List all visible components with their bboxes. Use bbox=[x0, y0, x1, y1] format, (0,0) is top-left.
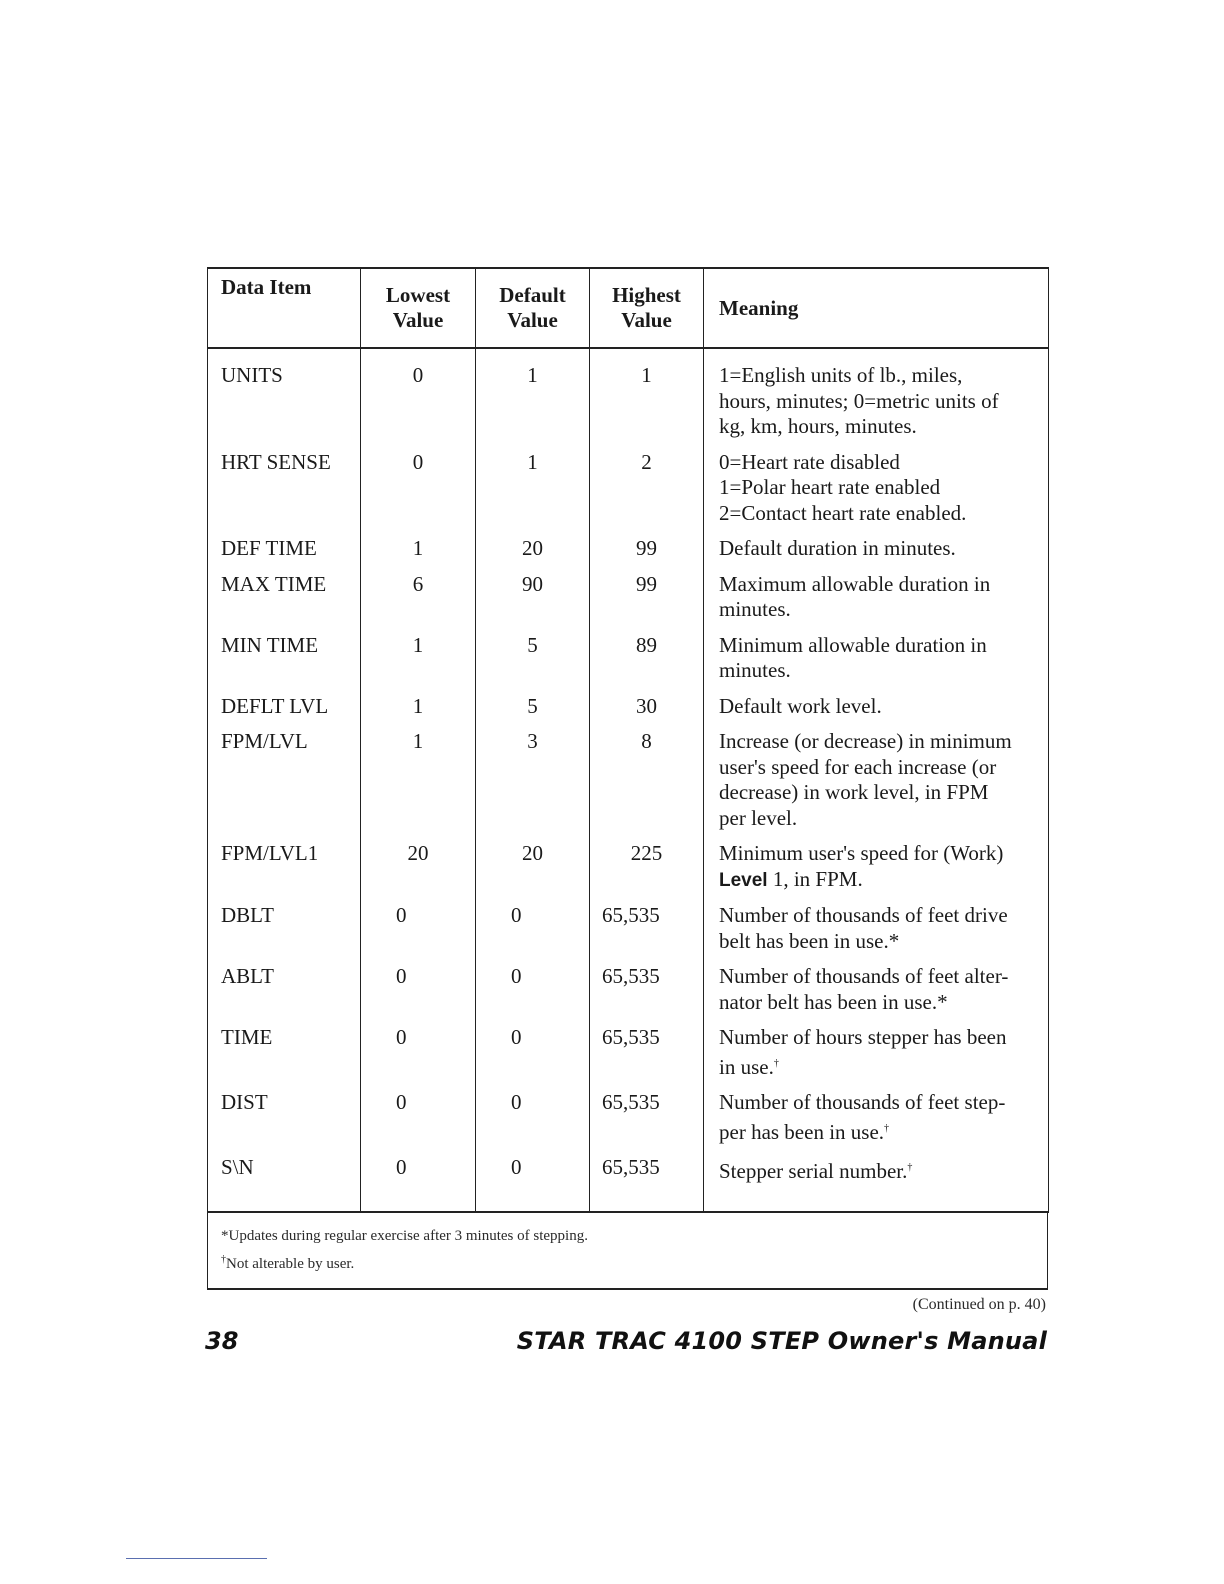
cell-lowest-value: 1 bbox=[361, 536, 476, 572]
table-row bbox=[208, 964, 1049, 1025]
page-number: 38 bbox=[205, 1327, 239, 1355]
cell-data-item: DEFLT LVL bbox=[208, 694, 361, 730]
cell-lowest-value: 6 bbox=[361, 572, 476, 633]
cell-highest-value: 65,535 bbox=[590, 1025, 704, 1090]
meaning-line: minutes. bbox=[719, 597, 791, 621]
cell-lowest-value: 0 bbox=[361, 1090, 476, 1155]
cell-meaning bbox=[704, 536, 1049, 572]
cell-lowest-value: 20 bbox=[361, 841, 476, 903]
cell-default-value: 20 bbox=[476, 841, 590, 903]
data-items-table bbox=[207, 267, 1049, 1213]
footnotes bbox=[207, 1213, 1048, 1290]
meaning-line: user's speed for each increase (or bbox=[719, 754, 997, 779]
cell-meaning bbox=[704, 1090, 1049, 1155]
cell-highest-value: 65,535 bbox=[590, 1155, 704, 1212]
cell-highest-value: 99 bbox=[590, 572, 704, 633]
cell-meaning bbox=[704, 841, 1049, 903]
cell-highest-value: 89 bbox=[590, 633, 704, 694]
meaning-line: in use. bbox=[719, 1054, 774, 1079]
header-highest-line1: Highest bbox=[612, 283, 681, 307]
header-lowest-line2: Value bbox=[392, 308, 444, 332]
table-row bbox=[208, 694, 1049, 730]
header-highest-value bbox=[590, 268, 704, 348]
header-meaning: Meaning bbox=[704, 268, 1049, 348]
cell-lowest-value: 1 bbox=[361, 694, 476, 730]
cell-data-item: MIN TIME bbox=[208, 633, 361, 694]
cell-default-value: 0 bbox=[476, 903, 590, 964]
cell-lowest-value: 1 bbox=[361, 633, 476, 694]
bottom-rule bbox=[126, 1558, 267, 1559]
cell-default-value: 5 bbox=[476, 694, 590, 730]
table-row bbox=[208, 633, 1049, 694]
cell-highest-value: 65,535 bbox=[590, 964, 704, 1025]
cell-meaning bbox=[704, 729, 1049, 841]
meaning-bold-level: Level bbox=[719, 869, 768, 891]
cell-highest-value: 1 bbox=[590, 348, 704, 450]
header-lowest-line1: Lowest bbox=[385, 283, 451, 307]
meaning-line: per level. bbox=[719, 805, 798, 830]
dagger-mark: † bbox=[884, 1122, 890, 1134]
table-row bbox=[208, 1025, 1049, 1090]
header-default-line2: Value bbox=[507, 308, 558, 332]
cell-data-item: MAX TIME bbox=[208, 572, 361, 633]
meaning-line: hours, minutes; 0=metric units of bbox=[719, 388, 999, 413]
footnote-dagger bbox=[221, 1248, 1032, 1276]
cell-data-item: ABLT bbox=[208, 964, 361, 1025]
meaning-line: Default work level. bbox=[719, 693, 882, 718]
cell-default-value: 0 bbox=[476, 964, 590, 1025]
meaning-line: 1=Polar heart rate enabled bbox=[719, 475, 941, 499]
meaning-line: per has been in use. bbox=[719, 1119, 885, 1144]
footnote-asterisk: *Updates during regular exercise after 3 minutes of stepping. bbox=[221, 1227, 588, 1244]
cell-default-value: 0 bbox=[476, 1090, 590, 1155]
cell-data-item: DEF TIME bbox=[208, 536, 361, 572]
header-default-value bbox=[476, 268, 590, 348]
table-row bbox=[208, 348, 1049, 450]
meaning-tail: 1, in FPM. bbox=[767, 866, 863, 891]
cell-lowest-value: 1 bbox=[361, 729, 476, 841]
cell-meaning bbox=[704, 572, 1049, 633]
header-highest-line2: Value bbox=[621, 308, 672, 332]
cell-lowest-value: 0 bbox=[361, 1155, 476, 1212]
cell-lowest-value: 0 bbox=[361, 450, 476, 537]
cell-lowest-value: 0 bbox=[361, 964, 476, 1025]
meaning-line: Minimum allowable duration in bbox=[719, 632, 987, 657]
cell-data-item: S\N bbox=[208, 1155, 361, 1212]
table-row bbox=[208, 1090, 1049, 1155]
cell-highest-value: 65,535 bbox=[590, 1090, 704, 1155]
meaning-line: Default duration in minutes. bbox=[719, 536, 956, 560]
header-data-item: Data Item bbox=[208, 268, 361, 348]
dagger-mark: † bbox=[773, 1057, 779, 1069]
meaning-line: Maximum allowable duration in bbox=[719, 571, 991, 596]
table-row bbox=[208, 536, 1049, 572]
cell-highest-value: 225 bbox=[590, 841, 704, 903]
meaning-line: Increase (or decrease) in minimum bbox=[719, 729, 1012, 753]
table-row bbox=[208, 903, 1049, 964]
dagger-mark: † bbox=[221, 1253, 226, 1265]
header-default-line1: Default bbox=[499, 283, 566, 307]
continued-note: (Continued on p. 40) bbox=[912, 1296, 1046, 1313]
table-header-row bbox=[208, 268, 1049, 348]
cell-lowest-value: 0 bbox=[361, 1025, 476, 1090]
footnote-dagger-text: Not alterable by user. bbox=[226, 1255, 355, 1272]
cell-default-value: 20 bbox=[476, 536, 590, 572]
table-row bbox=[208, 729, 1049, 841]
cell-data-item: UNITS bbox=[208, 348, 361, 450]
meaning-line: Number of hours stepper has been bbox=[719, 1025, 1007, 1049]
cell-meaning bbox=[704, 903, 1049, 964]
cell-data-item: FPM/LVL1 bbox=[208, 841, 361, 903]
meaning-line: Minimum user's speed for (Work) bbox=[719, 841, 1004, 865]
meaning-line: 0=Heart rate disabled bbox=[719, 449, 900, 474]
cell-default-value: 0 bbox=[476, 1025, 590, 1090]
cell-data-item: FPM/LVL bbox=[208, 729, 361, 841]
cell-lowest-value: 0 bbox=[361, 348, 476, 450]
cell-default-value: 0 bbox=[476, 1155, 590, 1212]
cell-default-value: 3 bbox=[476, 729, 590, 841]
meaning-line: Number of thousands of feet step- bbox=[719, 1090, 1006, 1114]
meaning-line: Number of thousands of feet alter- bbox=[719, 964, 1009, 988]
meaning-line: Stepper serial number. bbox=[719, 1159, 908, 1183]
cell-meaning bbox=[704, 450, 1049, 537]
cell-meaning bbox=[704, 694, 1049, 730]
cell-meaning bbox=[704, 964, 1049, 1025]
cell-data-item: TIME bbox=[208, 1025, 361, 1090]
meaning-line: Number of thousands of feet drive bbox=[719, 903, 1008, 927]
cell-meaning bbox=[704, 633, 1049, 694]
table-row bbox=[208, 450, 1049, 537]
meaning-line: nator belt has been in use.* bbox=[719, 989, 948, 1014]
meaning-line: minutes. bbox=[719, 658, 791, 682]
cell-highest-value: 30 bbox=[590, 694, 704, 730]
cell-data-item: HRT SENSE bbox=[208, 450, 361, 537]
cell-data-item: DIST bbox=[208, 1090, 361, 1155]
meaning-line: 1=English units of lb., miles, bbox=[719, 363, 963, 387]
table-row bbox=[208, 572, 1049, 633]
cell-default-value: 90 bbox=[476, 572, 590, 633]
data-table-container bbox=[207, 267, 1048, 1290]
cell-highest-value: 2 bbox=[590, 450, 704, 537]
cell-data-item: DBLT bbox=[208, 903, 361, 964]
table-row bbox=[208, 841, 1049, 903]
cell-highest-value: 65,535 bbox=[590, 903, 704, 964]
table-body bbox=[208, 348, 1049, 1212]
cell-highest-value: 8 bbox=[590, 729, 704, 841]
cell-default-value: 5 bbox=[476, 633, 590, 694]
cell-meaning bbox=[704, 1155, 1049, 1212]
header-lowest-value bbox=[361, 268, 476, 348]
meaning-line: belt has been in use.* bbox=[719, 928, 900, 953]
meaning-line: 2=Contact heart rate enabled. bbox=[719, 500, 967, 525]
meaning-line: decrease) in work level, in FPM bbox=[719, 780, 989, 804]
manual-title: STAR TRAC 4100 STEP Owner's Manual bbox=[516, 1327, 1047, 1355]
cell-default-value: 1 bbox=[476, 450, 590, 537]
cell-default-value: 1 bbox=[476, 348, 590, 450]
cell-highest-value: 99 bbox=[590, 536, 704, 572]
dagger-mark: † bbox=[907, 1162, 913, 1173]
table-row bbox=[208, 1155, 1049, 1212]
cell-meaning bbox=[704, 348, 1049, 450]
cell-lowest-value: 0 bbox=[361, 903, 476, 964]
meaning-line: kg, km, hours, minutes. bbox=[719, 414, 917, 438]
cell-meaning bbox=[704, 1025, 1049, 1090]
